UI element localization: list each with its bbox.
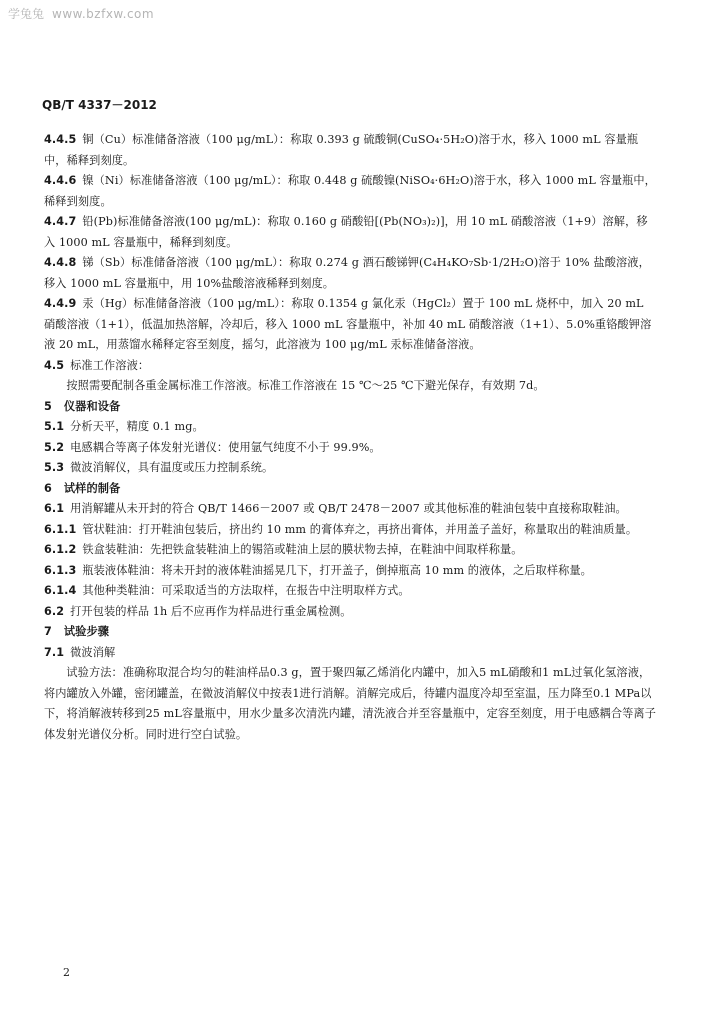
clause-5-1 xyxy=(44,417,656,438)
clause-6-1-4 xyxy=(44,581,656,602)
clause-number: 4.4.5 xyxy=(44,133,77,146)
clause-5-2 xyxy=(44,438,656,459)
document-body xyxy=(44,130,656,745)
clause-4-4-7 xyxy=(44,212,656,253)
clause-6-1-3 xyxy=(44,561,656,582)
section-number: 5 xyxy=(44,399,52,413)
clause-text: 其他种类鞋油：可采取适当的方法取样，在报告中注明取样方式。 xyxy=(82,584,410,597)
clause-text: 微波消解仪，具有温度或压力控制系统。 xyxy=(70,461,274,474)
section-title: 仪器和设备 xyxy=(63,399,121,413)
clause-text: 电感耦合等离子体发射光谱仪：使用氩气纯度不小于 99.9%。 xyxy=(70,440,381,454)
clause-text: 管状鞋油：打开鞋油包装后，挤出约 10 mm 的膏体弃之，再挤出膏体，并用盖子盖好，称量取出的鞋油质量。 xyxy=(82,522,638,536)
section-5-heading xyxy=(44,397,656,418)
section-title: 试样的制备 xyxy=(63,481,121,495)
clause-text: 铁盒装鞋油：先把铁盒装鞋油上的锡箔或鞋油上层的膜状物去掉，在鞋油中间取样称量。 xyxy=(82,543,523,556)
clause-4-5 xyxy=(44,356,656,377)
clause-number: 7.1 xyxy=(44,645,65,659)
clause-6-1 xyxy=(44,499,656,520)
clause-number: 6.1.4 xyxy=(44,584,77,597)
clause-6-1-1 xyxy=(44,520,656,541)
clause-number: 4.4.6 xyxy=(44,174,77,187)
watermark xyxy=(8,5,154,22)
section-number: 6 xyxy=(44,481,52,495)
clause-number: 4.5 xyxy=(44,358,65,372)
clause-number: 6.1.3 xyxy=(44,563,77,577)
clause-number: 6.1.1 xyxy=(44,522,77,536)
section-7-heading xyxy=(44,622,656,643)
clause-text: 瓶装液体鞋油：将未开封的液体鞋油摇晃几下，打开盖子，倒掉瓶高 10 mm 的液体，之后取样称量。 xyxy=(82,563,592,577)
clause-title: 微波消解 xyxy=(70,645,116,659)
clause-number: 4.4.8 xyxy=(44,256,77,269)
clause-4-5-text: 按照需要配制各重金属标准工作溶液。标准工作溶液在 15 ℃～25 ℃下避光保存，有效期 7d。 xyxy=(66,379,545,392)
clause-4-4-5 xyxy=(44,130,656,171)
standard-code: QB/T 4337－2012 xyxy=(42,98,157,112)
clause-number: 5.3 xyxy=(44,461,65,474)
clause-title: 标准工作溶液： xyxy=(70,358,150,372)
clause-text: 镍（Ni）标准储备溶液（100 μg/mL）：称取 0.448 g 硫酸镍(NiSO₄·6H₂O)溶于水，移入 1000 mL 容量瓶中，稀释到刻度。 xyxy=(44,174,656,208)
clause-text: 锑（Sb）标准储备溶液（100 μg/mL）：称取 0.274 g 酒石酸锑钾(C₄H₄KO₇Sb·1/2H₂O)溶于 10% 盐酸溶液，移入 1000 mL 容量瓶中，用 10%盐酸溶液稀释到刻度。 xyxy=(44,256,650,290)
clause-4-4-8 xyxy=(44,253,656,294)
watermark-name: 学兔兔 xyxy=(8,7,45,21)
clause-number: 6.1 xyxy=(44,502,65,515)
watermark-site: www.bzfxw.com xyxy=(52,7,155,21)
section-title: 试验步骤 xyxy=(63,625,110,638)
clause-text: 打开包装的样品 1h 后不应再作为样品进行重金属检测。 xyxy=(70,604,352,618)
clause-text: 汞（Hg）标准储备溶液（100 μg/mL）：称取 0.1354 g 氯化汞（HgCl₂）置于 100 mL 烧杯中，加入 20 mL 硝酸溶液（1+1），低温加热溶解，冷却后，移入 1000 mL 容量瓶中，补加 40 mL 硝酸溶液（1+1）、5.0%重铬酸钾溶液 20 mL，用蒸馏水稀释定容至刻度，摇匀，此溶液为 100 μg/mL 汞标准储备溶液。 xyxy=(44,297,652,351)
section-number: 7 xyxy=(44,625,52,638)
clause-4-4-6 xyxy=(44,171,656,212)
clause-text: 分析天平，精度 0.1 mg。 xyxy=(70,420,204,433)
clause-5-3 xyxy=(44,458,656,479)
clause-6-2 xyxy=(44,602,656,623)
page-number: 2 xyxy=(63,966,70,979)
clause-number: 6.1.2 xyxy=(44,543,77,556)
section-6-heading xyxy=(44,479,656,500)
clause-number: 4.4.9 xyxy=(44,297,77,310)
clause-text: 铜（Cu）标准储备溶液（100 μg/mL）：称取 0.393 g 硫酸铜(CuSO₄·5H₂O)溶于水，移入 1000 mL 容量瓶中，稀释到刻度。 xyxy=(44,133,639,167)
clause-6-1-2 xyxy=(44,540,656,561)
clause-number: 4.4.7 xyxy=(44,215,77,228)
clause-number: 5.1 xyxy=(44,420,65,433)
clause-text: 用消解罐从未开封的符合 QB/T 1466－2007 或 QB/T 2478－2007 或其他标准的鞋油包装中直接称取鞋油。 xyxy=(70,502,627,515)
clause-4-4-9 xyxy=(44,294,656,356)
clause-text: 铅(Pb)标准储备溶液(100 μg/mL)：称取 0.160 g 硝酸铅[(Pb(NO₃)₂)]，用 10 mL 硝酸溶液（1+9）溶解，移入 1000 mL 容量瓶中，稀释到刻度。 xyxy=(44,215,648,249)
clause-7-1-text: 试验方法：准确称取混合均匀的鞋油样品0.3 g，置于聚四氟乙烯消化内罐中，加入5 mL硝酸和1 mL过氧化氢溶液，将内罐放入外罐，密闭罐盖，在微波消解仪中按表1进行消解。消解完成后，待罐内温度冷却至室温，压力降至0.1 MPa以下，将消解液转移到25 mL容量瓶中，用水少量多次清洗内罐，清洗液合并至容量瓶中，定容至刻度，用于电感耦合等离子体发射光谱仪分析。同时进行空白试验。 xyxy=(44,666,656,741)
clause-number: 6.2 xyxy=(44,604,65,618)
clause-7-1 xyxy=(44,643,656,664)
clause-number: 5.2 xyxy=(44,440,65,454)
